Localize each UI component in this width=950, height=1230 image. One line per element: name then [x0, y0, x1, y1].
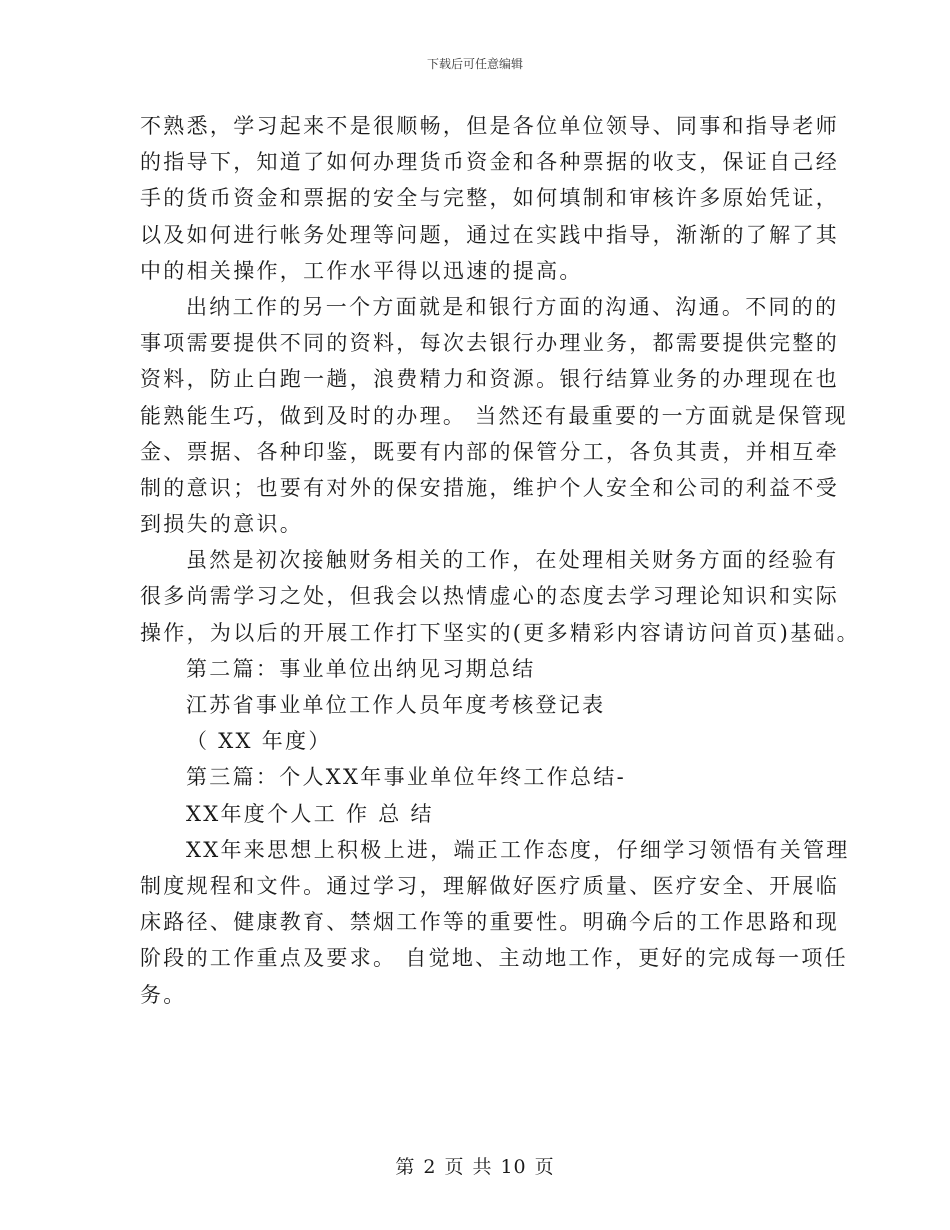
text-line: 制的意识；也要有对外的保安措施，维护个人安全和公司的利益不受 [140, 475, 839, 500]
text-line: 床路径、健康教育、禁烟工作等的重要性。明确今后的工作思路和现 [140, 910, 839, 935]
text-line: （ XX 年度） [186, 729, 332, 754]
text-line: 阶段的工作重点及要求。 自觉地、主动地工作，更好的完成每一项任 [140, 946, 848, 971]
text-line: 第二篇：事业单位出纳见习期总结 [186, 656, 536, 681]
page-footer-total-label: 共 [472, 1156, 493, 1178]
page-footer-suffix: 页 [534, 1156, 555, 1178]
text-line: 事项需要提供不同的资料，每次去银行办理业务，都需要提供完整的 [140, 331, 839, 356]
text-line: 制度规程和文件。通过学习，理解做好医疗质量、医疗安全、开展临 [140, 873, 839, 898]
text-line: XX年来思想上积极上进，端正工作态度，仔细学习领悟有关管理 [186, 837, 850, 862]
text-line: 第三篇：个人XX年事业单位年终工作总结- [186, 765, 626, 790]
text-line: 务。 [140, 982, 187, 1007]
text-line: 手的货币资金和票据的安全与完整，如何填制和审核许多原始凭证， [140, 186, 839, 211]
text-line: 以及如何进行帐务处理等问题，通过在实践中指导，渐渐的了解了其 [140, 222, 839, 247]
text-line: 很多尚需学习之处，但我会以热情虚心的态度去学习理论知识和实际 [140, 584, 839, 609]
page-footer-mid: 页 [444, 1156, 465, 1178]
total-pages-number: 10 [500, 1156, 527, 1178]
text-line: 中的相关操作，工作水平得以迅速的提高。 [140, 258, 583, 283]
text-line: 操作，为以后的开展工作打下坚实的(更多精彩内容请访问首页)基础。 [140, 620, 860, 645]
text-line: 不熟悉，学习起来不是很顺畅，但是各位单位领导、同事和指导老师 [140, 114, 839, 138]
text-line: 的指导下，知道了如何办理货币资金和各种票据的收支，保证自己经 [140, 150, 839, 175]
text-line: 金、票据、各种印鉴，既要有内部的保管分工，各负其责，并相互牵 [140, 439, 839, 464]
text-line: 虽然是初次接触财务相关的工作，在处理相关财务方面的经验有 [186, 548, 839, 573]
text-line: 能熟能生巧，做到及时的办理。 当然还有最重要的一方面就是保管现 [140, 403, 848, 428]
page-footer [0, 1152, 950, 1179]
text-line: XX年度个人工 作 总 结 [186, 801, 434, 826]
text-line: 江苏省事业单位工作人员年度考核登记表 [186, 693, 606, 717]
current-page-number: 2 [423, 1156, 437, 1178]
page-footer-prefix: 第 [395, 1156, 416, 1178]
text-line: 出纳工作的另一个方面就是和银行方面的沟通、沟通。不同的的 [186, 294, 839, 319]
page-header: 下载后可任意编辑 [426, 57, 523, 71]
document-body [140, 108, 860, 1013]
text-line: 资料，防止白跑一趟，浪费精力和资源。银行结算业务的办理现在也 [140, 367, 839, 392]
text-line: 到损失的意识。 [140, 512, 304, 537]
